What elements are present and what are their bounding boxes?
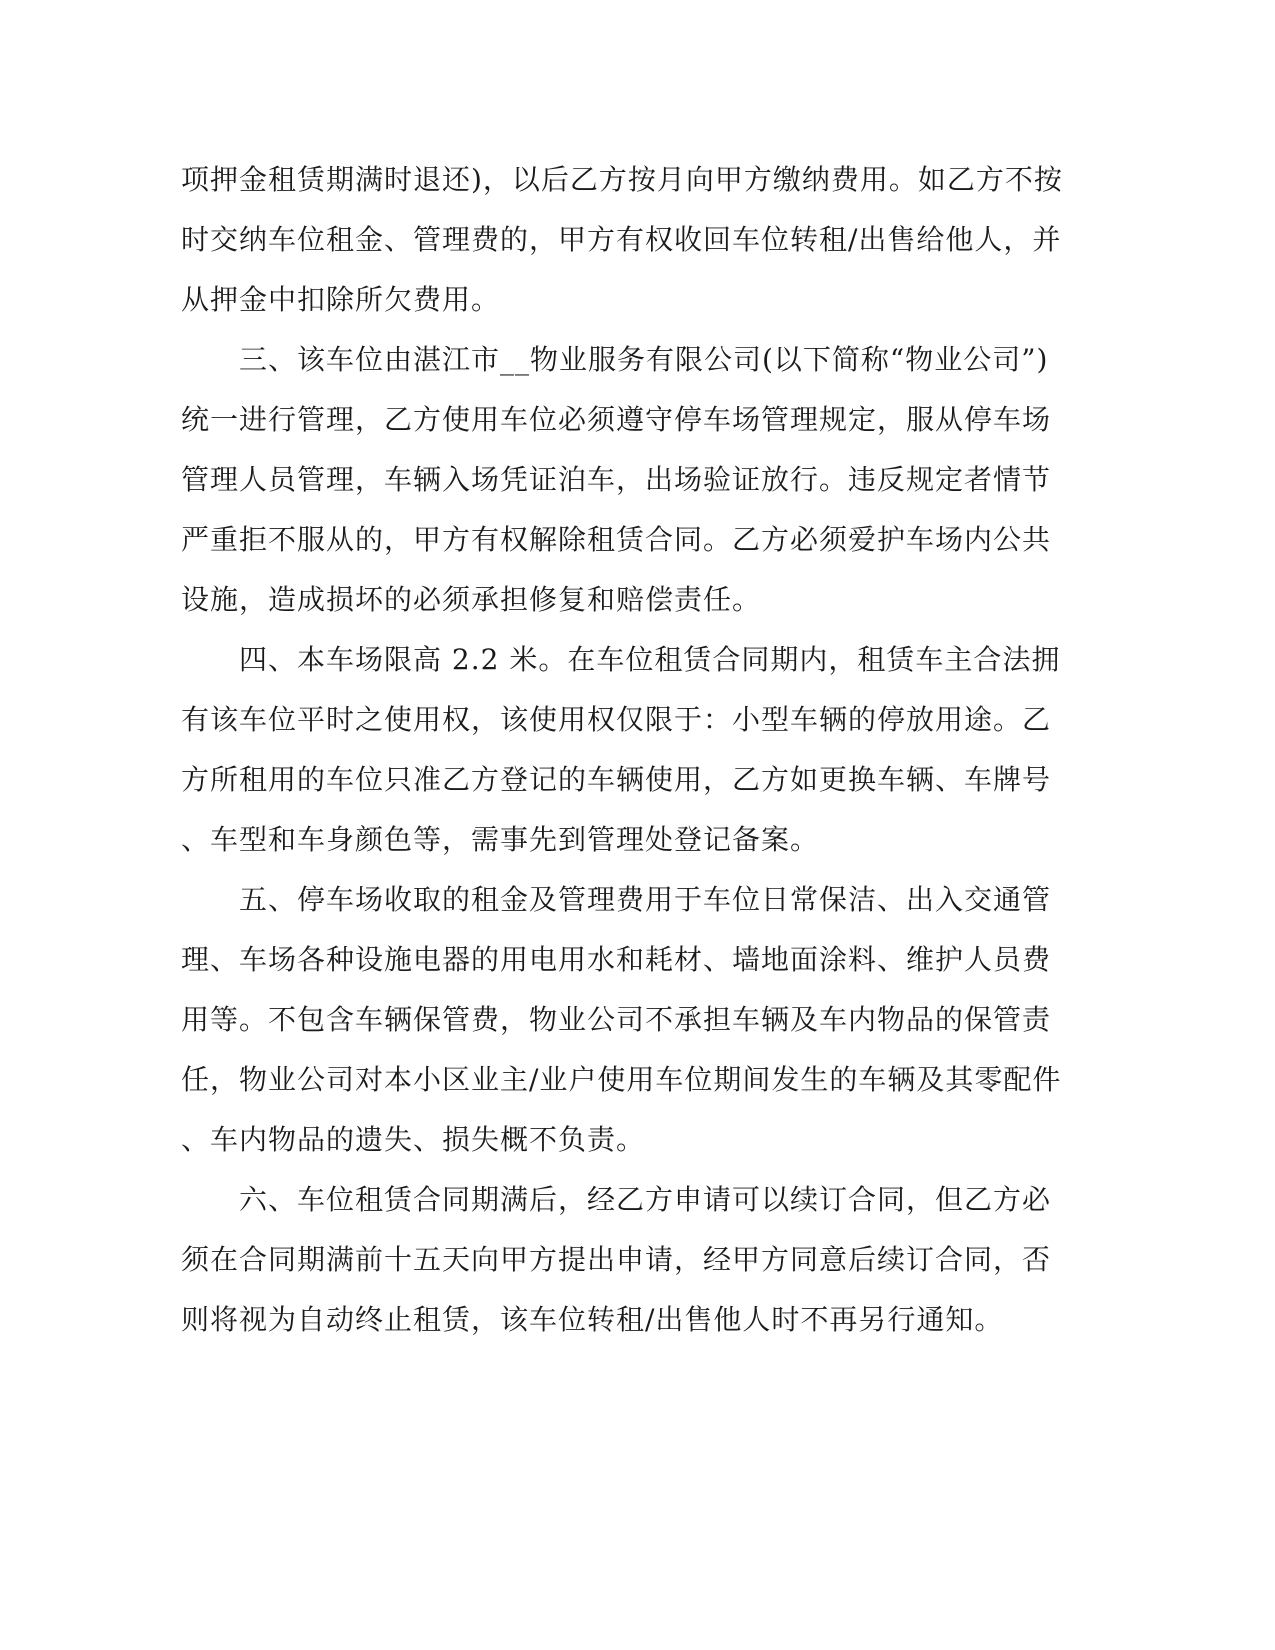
text-line: 三、该车位由湛江市__物业服务有限公司(以下简称“物业公司”)	[181, 343, 1049, 376]
text-line: 严重拒不服从的，甲方有权解除租赁合同。乙方必须爱护车场内公共	[181, 523, 1052, 556]
text-line: 有该车位平时之使用权，该使用权仅限于：小型车辆的停放用途。乙	[181, 703, 1052, 736]
text-line: 四、本车场限高 2.2 米。在车位租赁合同期内，租赁车主合法拥	[181, 643, 1061, 676]
text-line: 须在合同期满前十五天向甲方提出申请，经甲方同意后续订合同，否	[181, 1243, 1052, 1276]
text-line: 五、停车场收取的租金及管理费用于车位日常保洁、出入交通管	[181, 883, 1052, 916]
text-line: 、车内物品的遗失、损失概不负责。	[181, 1123, 646, 1156]
text-line: 方所租用的车位只准乙方登记的车辆使用，乙方如更换车辆、车牌号	[181, 763, 1052, 796]
text-line: 任，物业公司对本小区业主/业户使用车位期间发生的车辆及其零配件	[181, 1063, 1062, 1096]
text-line: 时交纳车位租金、管理费的，甲方有权收回车位转租/出售给他人，并	[181, 223, 1062, 256]
text-line: 项押金租赁期满时退还)，以后乙方按月向甲方缴纳费用。如乙方不按	[181, 163, 1063, 196]
text-line: 则将视为自动终止租赁，该车位转租/出售他人时不再另行通知。	[181, 1303, 1004, 1336]
text-line: 管理人员管理，车辆入场凭证泊车，出场验证放行。违反规定者情节	[181, 463, 1052, 496]
text-line: 六、车位租赁合同期满后，经乙方申请可以续订合同，但乙方必	[181, 1183, 1052, 1216]
text-line: 从押金中扣除所欠费用。	[181, 283, 501, 316]
text-line: 、车型和车身颜色等，需事先到管理处登记备案。	[181, 823, 820, 856]
text-line: 用等。不包含车辆保管费，物业公司不承担车辆及车内物品的保管责	[181, 1003, 1052, 1036]
contract-text	[181, 150, 1063, 1350]
text-line: 统一进行管理，乙方使用车位必须遵守停车场管理规定，服从停车场	[181, 403, 1052, 436]
text-line: 理、车场各种设施电器的用电用水和耗材、墙地面涂料、维护人员费	[181, 943, 1052, 976]
text-line: 设施，造成损坏的必须承担修复和赔偿责任。	[181, 583, 762, 616]
